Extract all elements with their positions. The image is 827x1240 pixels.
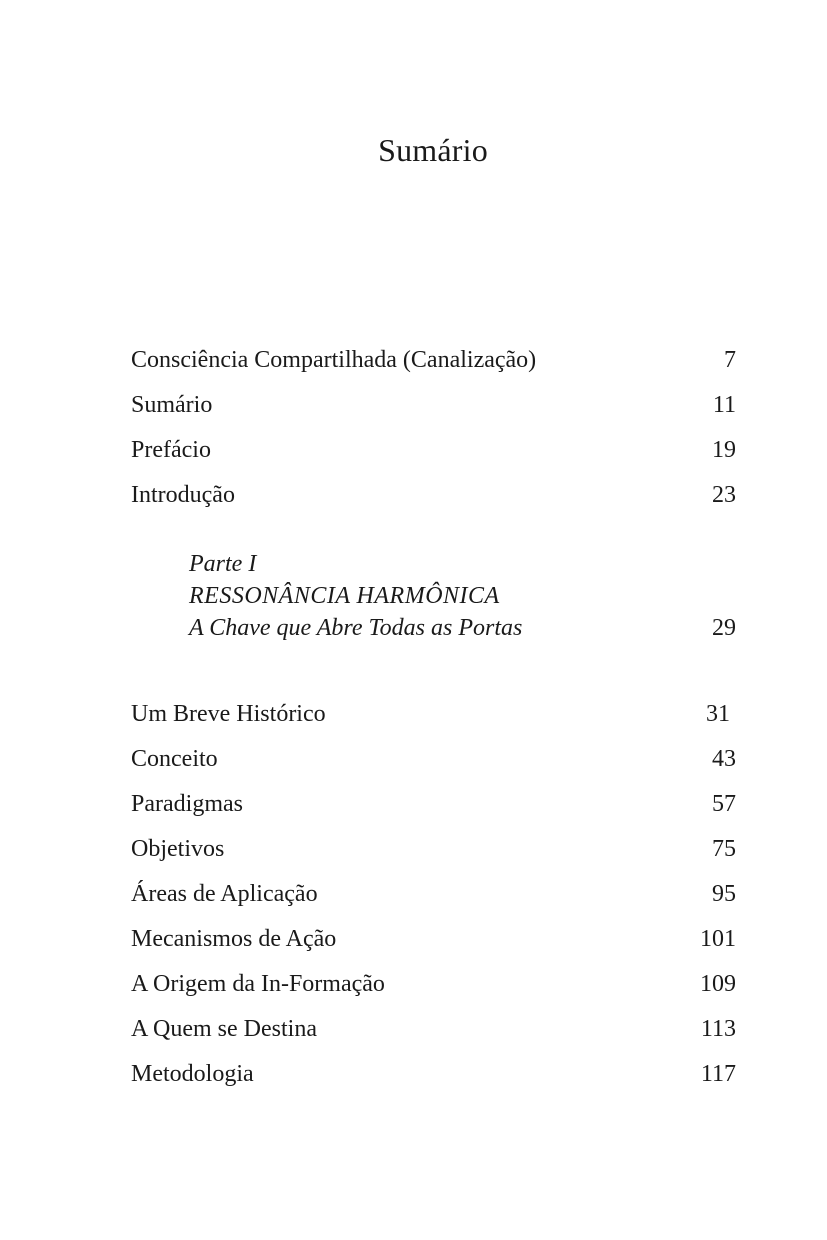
toc-entry-label: Sumário — [131, 392, 213, 418]
toc-entry-page: 11 — [712, 392, 736, 418]
part-title: RESSONÂNCIA HARMÔNICA — [189, 583, 500, 609]
toc-entry-label: Consciência Compartilhada (Canalização) — [131, 347, 537, 373]
toc-entry[interactable] — [131, 475, 736, 520]
page-title: Sumário — [378, 132, 488, 168]
toc-entry-label: Paradigmas — [131, 791, 243, 817]
toc-entry-page: 23 — [712, 482, 736, 508]
toc-entry-label: Introdução — [131, 482, 235, 508]
toc-list-part-one — [131, 694, 736, 1099]
part-page: 29 — [712, 615, 736, 641]
toc-entry-label: A Quem se Destina — [131, 1016, 317, 1042]
toc-entry-page: 43 — [712, 746, 736, 772]
toc-entry-page: 101 — [700, 926, 736, 952]
toc-entry-label: Conceito — [131, 746, 218, 772]
toc-list-front-matter — [131, 340, 736, 520]
toc-entry[interactable] — [131, 784, 736, 829]
toc-entry-label: A Origem da In-Formação — [131, 971, 385, 997]
toc-entry-page: 95 — [712, 881, 736, 907]
toc-entry-page: 19 — [712, 437, 736, 463]
toc-entry[interactable] — [131, 385, 736, 430]
part-number: Parte I — [189, 551, 257, 577]
toc-entry[interactable] — [131, 1009, 736, 1054]
toc-entry-page: 75 — [712, 836, 736, 862]
toc-entry[interactable] — [131, 430, 736, 475]
toc-entry-label: Objetivos — [131, 836, 225, 862]
toc-entry[interactable] — [131, 340, 736, 385]
toc-part-heading[interactable] — [189, 548, 736, 644]
toc-entry-page: 109 — [700, 971, 736, 997]
toc-entry-page: 117 — [700, 1061, 736, 1087]
toc-entry[interactable] — [131, 829, 736, 874]
toc-entry[interactable] — [131, 739, 736, 784]
toc-entry-label: Áreas de Aplicação — [131, 881, 318, 907]
toc-entry-page: 31 — [706, 701, 730, 727]
toc-entry-label: Prefácio — [131, 437, 211, 463]
toc-entry-page: 113 — [700, 1016, 736, 1042]
toc-entry[interactable] — [131, 1054, 736, 1099]
toc-entry[interactable] — [131, 874, 736, 919]
toc-entry-label: Metodologia — [131, 1061, 254, 1087]
toc-entry[interactable] — [131, 919, 736, 964]
part-subtitle: A Chave que Abre Todas as Portas — [189, 615, 523, 641]
toc-entry[interactable] — [131, 694, 736, 739]
toc-entry-label: Um Breve Histórico — [131, 701, 326, 727]
toc-entry-page: 57 — [712, 791, 736, 817]
toc-entry-label: Mecanismos de Ação — [131, 926, 337, 952]
toc-entry-page: 7 — [724, 347, 736, 373]
toc-entry[interactable] — [131, 964, 736, 1009]
